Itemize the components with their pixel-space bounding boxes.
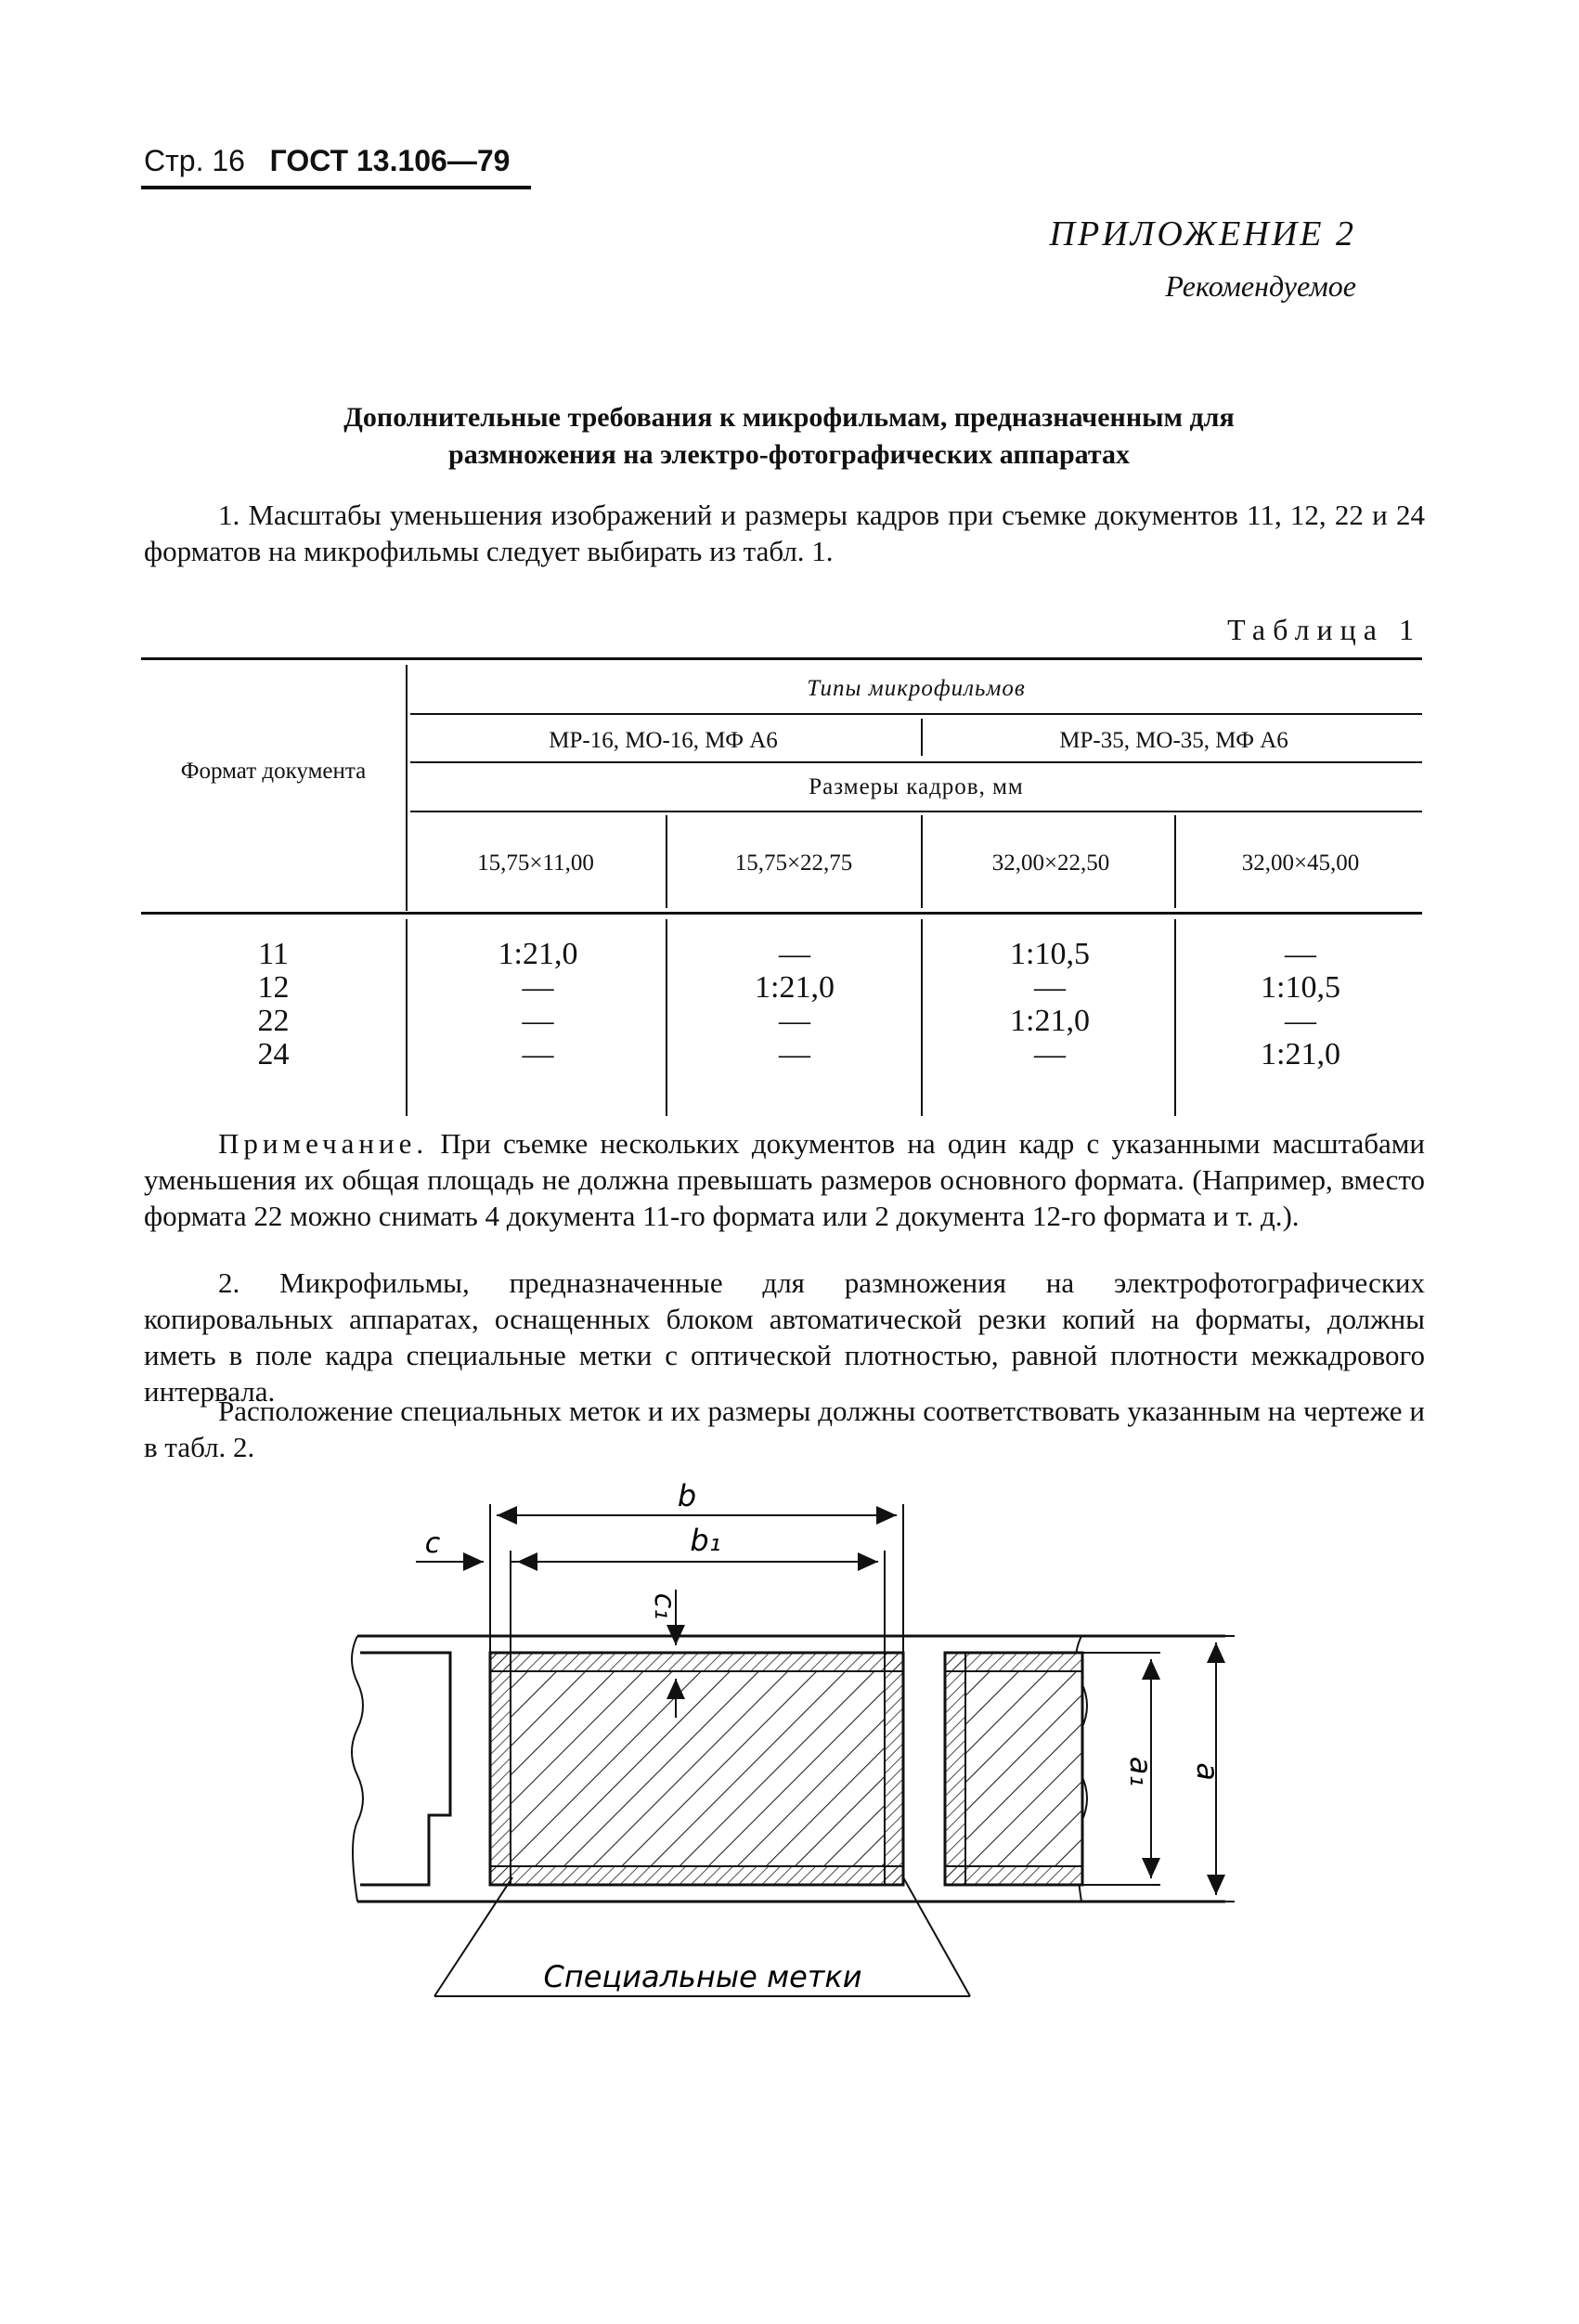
- table-cell: 1:10,5: [1261, 970, 1340, 1005]
- right-frame-image: [965, 1671, 1082, 1866]
- table-divider: [406, 665, 408, 911]
- column-header: 32,00×22,50: [991, 850, 1110, 876]
- mark-left: [490, 1653, 511, 1885]
- table-column-1: [410, 938, 666, 1071]
- table-column-3: [925, 938, 1174, 1071]
- table-rule: [410, 713, 1422, 715]
- paragraph-3: Расположение специальных меток и их размеры должны соответствовать указанным на чертеже и в табл. 2.: [144, 1395, 1425, 1463]
- table-column-2: [668, 938, 921, 1071]
- main-frame-image: [511, 1671, 885, 1866]
- header-rule: [141, 186, 531, 189]
- section-title-line1: Дополнительные требования к микрофильмам, предназначенным для: [343, 402, 1235, 433]
- label-b1: b₁: [690, 1523, 721, 1558]
- table-cell: —: [522, 1037, 554, 1071]
- mark-right: [885, 1653, 903, 1885]
- table-cell: —: [779, 1004, 810, 1038]
- label-c: c: [424, 1527, 441, 1560]
- table-cell: 1:21,0: [1010, 1004, 1090, 1038]
- table-divider: [1174, 815, 1176, 908]
- table-divider: [406, 919, 408, 1116]
- table-cell: 1:21,0: [1261, 1037, 1340, 1071]
- table-divider: [666, 815, 667, 908]
- section-title-line2: размножения на электро-фотографических аппаратах: [448, 439, 1130, 470]
- table-1: [141, 657, 1422, 1117]
- label-a: a: [1190, 1762, 1225, 1781]
- table-cell: —: [1285, 937, 1316, 971]
- page-number: Стр. 16: [144, 144, 245, 177]
- note-label: Примечание.: [218, 1127, 429, 1160]
- table-column-4: [1179, 938, 1422, 1071]
- table-rule: [410, 811, 1422, 812]
- table-cell: 1:10,5: [1010, 937, 1090, 971]
- table-cell: —: [522, 970, 554, 1005]
- mark-left-right: [945, 1653, 965, 1885]
- column-header: 15,75×22,75: [734, 850, 853, 876]
- leader-right: [903, 1877, 970, 1996]
- table-cell: —: [779, 937, 810, 971]
- table-cell: —: [1034, 1037, 1066, 1071]
- note: [144, 1125, 1425, 1234]
- table-cell: 12: [257, 970, 290, 1005]
- column-header: 32,00×45,00: [1241, 850, 1360, 876]
- label-a1: a₁: [1123, 1756, 1158, 1787]
- paragraph-1: 1. Масштабы уменьшения изображений и размеры кадров при съемке документов 11, 12, 22 и 24 форматов на микрофильмы следует выбирать из табл. 1.: [144, 499, 1425, 567]
- note-text: При съемке нескольких документов на один кадр с указанными масштабами уменьшения их общая площадь не должна превышать размеров основного формата. (Например, вместо формата 22 можно снимать 4 документа 11-го формата или 2 документа 12-го формата и т. д.).: [144, 1127, 1426, 1232]
- group-1-header: МР-16, МО-16, МФ А6: [549, 728, 778, 753]
- table-caption: Таблица 1: [1227, 613, 1421, 646]
- table-divider: [921, 919, 923, 1116]
- table-column-format: [141, 938, 406, 1071]
- table-cell: —: [522, 1004, 554, 1038]
- table-divider: [1174, 919, 1176, 1116]
- label-b: b: [677, 1478, 697, 1513]
- table-cell: —: [1034, 970, 1066, 1005]
- group-2-header: МР-35, МО-35, МФ А6: [1059, 728, 1288, 753]
- table-rule: [410, 761, 1422, 763]
- table-cell: 1:21,0: [755, 970, 835, 1005]
- standard-code: ГОСТ 13.106—79: [269, 144, 511, 177]
- left-frame: [360, 1653, 450, 1885]
- frame-marks-drawing: [0, 1476, 1579, 2145]
- types-header: Типы микрофильмов: [807, 676, 1026, 701]
- table-cell: 24: [257, 1037, 290, 1071]
- table-divider: [666, 919, 667, 1116]
- mark-top: [490, 1653, 903, 1671]
- paragraph-2: 2. Микрофильмы, предназначенные для размножения на электрофотографических копировальных аппаратах, оснащенных блоком автоматической резки копий на форматы, должны иметь в поле кадра специальные метки с оптической плотностью, равной плотности межкадрового интервала.: [144, 1266, 1425, 1408]
- table-cell: —: [779, 1037, 810, 1071]
- appendix-status: Рекомендуемое: [1165, 269, 1356, 303]
- label-c1: c₁: [648, 1592, 680, 1620]
- page-header: [144, 144, 510, 178]
- column-header: 15,75×11,00: [477, 850, 594, 876]
- table-cell: —: [1285, 1004, 1316, 1038]
- mark-bottom: [490, 1866, 903, 1885]
- sizes-header: Размеры кадров, мм: [809, 774, 1024, 799]
- table-top-rule: [141, 657, 1422, 660]
- label-special-marks: Специальные метки: [543, 1959, 862, 1994]
- table-cell: 22: [257, 1004, 290, 1038]
- section-title: [139, 399, 1439, 474]
- table-cell: 1:21,0: [498, 937, 578, 971]
- table-divider: [921, 815, 923, 908]
- film-break-left: [352, 1636, 363, 1902]
- table-cell: 11: [258, 937, 289, 971]
- table-header-rule: [141, 912, 1422, 915]
- row-header: Формат документа: [180, 759, 367, 784]
- leader-left: [434, 1877, 512, 1996]
- appendix-title: ПРИЛОЖЕНИЕ 2: [1049, 214, 1356, 253]
- table-divider: [921, 719, 923, 756]
